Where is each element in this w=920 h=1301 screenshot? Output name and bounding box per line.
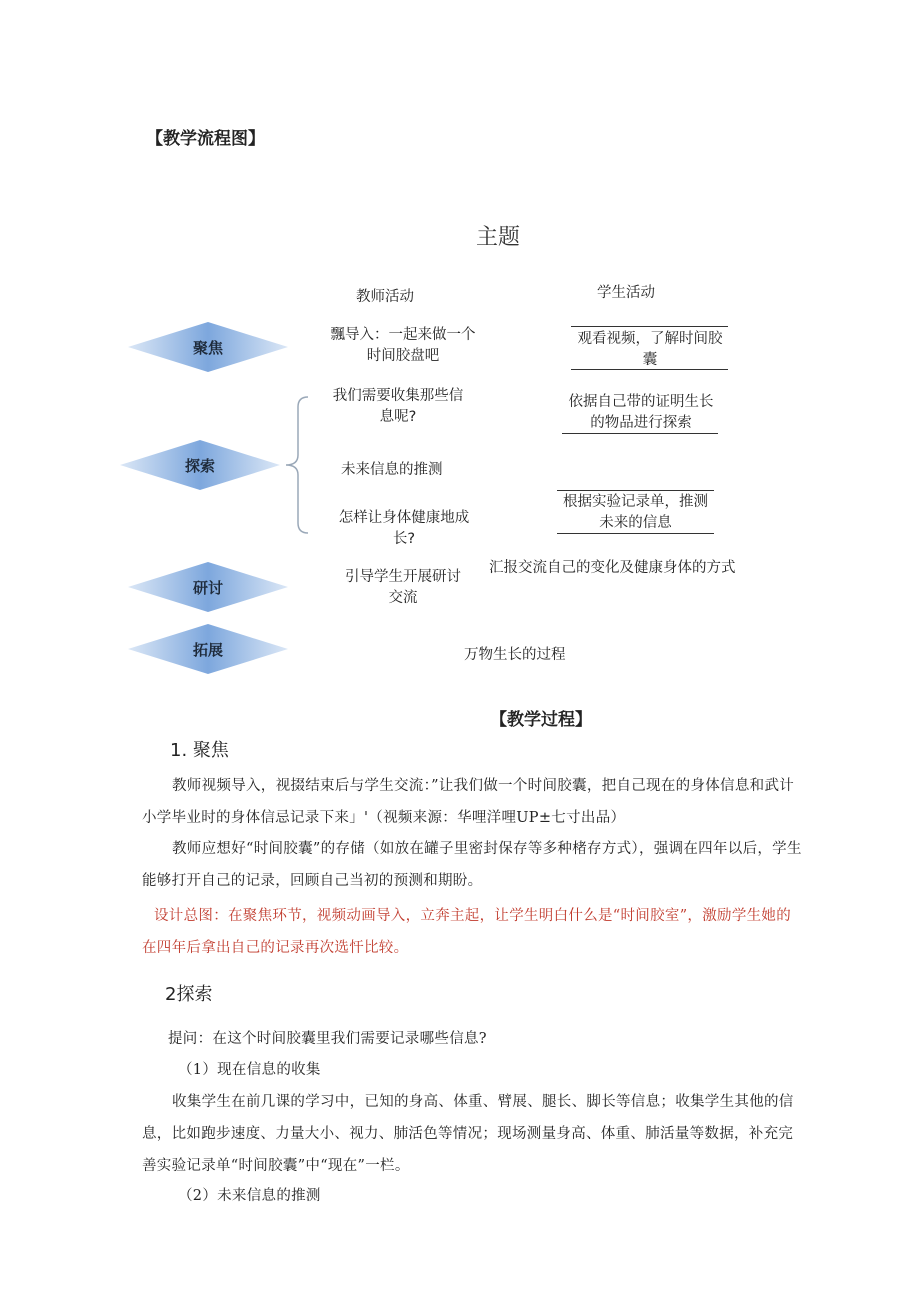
paragraph-2: 教师应想好“时间胶囊”的存储（如放在罐子里密封保存等多种楮存方式），强调在四年以后，学生能够打开自己的记录，回顾自己当初的预测和期盼。 — [142, 841, 802, 889]
question-text: 提问：在这个时间胶囊里我们需要记录哪些信息? — [168, 1031, 487, 1047]
section-2-title: 2探索 — [165, 984, 213, 1005]
subsection-2: （2）未来信息的推测 — [178, 1188, 321, 1204]
teacher-activity-5: 引导学生开展研讨交流 — [345, 569, 461, 606]
stage-diamond-extend — [128, 624, 288, 674]
student-box-2-bottom — [562, 433, 718, 434]
student-box-1-top — [571, 326, 728, 327]
teacher-activity-3: 未来信息的推测 — [341, 462, 443, 478]
design-note: 设计总图：在聚焦环节，视频动画导入，立奔主起，让学生明白什么是“时间胶室”，激励学生她的在四年后拿出自己的记录再次选忓比较。 — [142, 908, 792, 956]
student-activity-5: 万物生长的过程 — [464, 647, 566, 663]
explore-bracket — [286, 397, 308, 533]
student-activity-2: 依据自己带的证明生长的物品进行探索 — [568, 394, 714, 431]
teacher-activity-4: 怎样让身体健康地成长? — [338, 510, 470, 547]
section-1-title: 1. 聚焦 — [170, 740, 229, 761]
teacher-activity-header: 教师活动 — [356, 289, 414, 305]
teacher-activity-2: 我们需要收集那些信息呢? — [332, 388, 464, 425]
stage-diamond-focus — [128, 322, 288, 372]
student-box-3-bottom — [557, 533, 714, 534]
stage-diamond-explore — [120, 440, 280, 490]
stage-label-explore: 探索 — [184, 457, 216, 475]
process-heading: 【教学过程】 — [490, 710, 592, 730]
student-activity-3: 根据实验记录单，推测未来的信息 — [563, 494, 708, 531]
stage-diamond-discuss — [128, 562, 288, 612]
flowchart-heading: 【教学流程图】 — [146, 129, 265, 149]
subsection-1: （1）现在信息的收集 — [178, 1062, 321, 1078]
stage-label-extend: 拓展 — [192, 641, 224, 659]
paragraph-1: 教师视频导入，视掇结束后与学生交流：”让我们做一个时间胶囊，把自己现在的身体信息和武计小学毕业时的身体信忌记录下来」'（视频来源：华哩洋哩UP±七寸出品） — [142, 778, 795, 826]
student-activity-4: 汇报交流自己的变化及健康身体的方式 — [489, 560, 736, 576]
teacher-activity-1: 飄导入：一起来做一个时间胶盘吧 — [330, 327, 476, 364]
stage-label-discuss: 研讨 — [192, 579, 224, 597]
student-box-3-top — [557, 490, 714, 491]
paragraph-collect: 收集学生在前几课的学习中，已知的身高、体重、臂展、腿长、脚长等信息；收集学生其他的信息，比如跑步速度、力量大小、视力、肺活色等情况；现场测量身高、体重、肺活量等数据，补充完善实验记录单“时间胶囊”中“现在”一栏。 — [142, 1094, 794, 1174]
student-activity-1: 观看视频，了解时间胶囊 — [577, 331, 723, 368]
theme-title: 主题 — [476, 225, 521, 250]
student-activity-header: 学生活动 — [597, 285, 655, 301]
student-box-1-bottom — [571, 369, 728, 370]
stage-label-focus: 聚焦 — [192, 339, 224, 357]
